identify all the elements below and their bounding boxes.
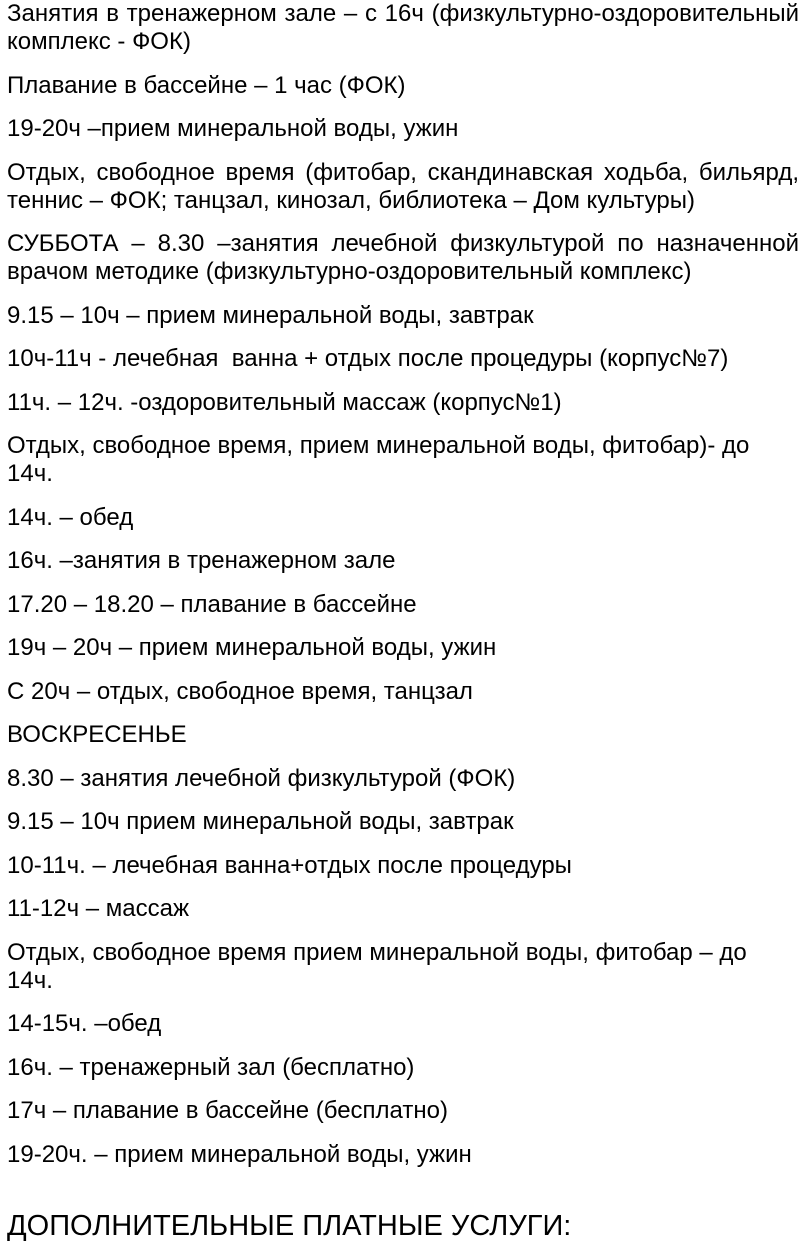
text-line: Отдых, свободное время, прием минеральной воды, фитобар)- до 14ч. bbox=[7, 432, 750, 487]
text-line: С 20ч – отдых, свободное время, танцзал bbox=[7, 677, 473, 705]
schedule-paragraph bbox=[7, 504, 799, 532]
schedule-paragraph bbox=[7, 432, 799, 488]
schedule-paragraph bbox=[7, 808, 799, 836]
text-line: 19ч – 20ч – прием минеральной воды, ужин bbox=[7, 634, 497, 661]
text-line: 19-20ч. – прием минеральной воды, ужин bbox=[7, 1140, 472, 1168]
text-line: 17ч – плавание в бассейне (бесплатно) bbox=[7, 1097, 448, 1124]
text-line: Отдых, свободное время прием минеральной воды, фитобар – до 14ч. bbox=[7, 938, 747, 994]
schedule-paragraph bbox=[7, 852, 799, 880]
text-line: комплекс - ФОК) bbox=[7, 28, 191, 55]
text-line: 10ч-11ч - лечебная ванна + отдых после процедуры (корпус№7) bbox=[7, 345, 729, 372]
text-line: 16ч. –занятия в тренажерном зале bbox=[7, 547, 396, 574]
text-line: 9.15 – 10ч прием минеральной воды, завтрак bbox=[7, 808, 514, 835]
text-line: СУББОТА – 8.30 –занятия лечебной физкультурой по назначенной bbox=[7, 230, 799, 257]
schedule-paragraph bbox=[7, 765, 799, 793]
schedule-paragraph bbox=[7, 634, 799, 662]
schedule-paragraph bbox=[7, 345, 799, 373]
schedule-paragraph bbox=[7, 389, 799, 417]
schedule-paragraph bbox=[7, 115, 799, 143]
day-heading-paragraph bbox=[7, 721, 799, 749]
schedule-paragraph bbox=[7, 0, 799, 56]
text-line: 16ч. – тренажерный зал (бесплатно) bbox=[7, 1053, 415, 1081]
schedule-paragraph bbox=[7, 302, 799, 330]
schedule-paragraph bbox=[7, 1141, 799, 1169]
schedule-paragraph bbox=[7, 678, 799, 706]
text-line: 17.20 – 18.20 – плавание в бассейне bbox=[7, 590, 417, 618]
schedule-paragraph bbox=[7, 895, 799, 923]
schedule-paragraph bbox=[7, 1010, 799, 1038]
text-line: 9.15 – 10ч – прием минеральной воды, завтрак bbox=[7, 301, 534, 329]
text-line: 11-12ч – массаж bbox=[7, 895, 190, 922]
text-line: 19-20ч –прием минеральной воды, ужин bbox=[7, 115, 459, 142]
day-heading-paragraph bbox=[7, 230, 799, 286]
text-line: 8.30 – занятия лечебной физкультурой (ФОК) bbox=[7, 764, 516, 792]
schedule-paragraph bbox=[7, 72, 799, 100]
schedule-paragraph bbox=[7, 591, 799, 619]
text-line: теннис – ФОК; танцзал, кинозал, библиотека – Дом культуры) bbox=[7, 186, 695, 214]
text-line: ВОСКРЕСЕНЬЕ bbox=[7, 721, 187, 748]
schedule-paragraph bbox=[7, 939, 799, 995]
text-line: 14-15ч. –обед bbox=[7, 1010, 162, 1037]
section-heading bbox=[7, 1209, 799, 1243]
schedule-paragraph bbox=[7, 1097, 799, 1125]
text-line: Плавание в бассейне – 1 час (ФОК) bbox=[7, 71, 406, 99]
text-line: 10-11ч. – лечебная ванна+отдых после процедуры bbox=[7, 851, 572, 879]
text-line: Отдых, свободное время (фитобар, скандинавская ходьба, бильярд, bbox=[7, 158, 799, 186]
text-line: ДОПОЛНИТЕЛЬНЫЕ ПЛАТНЫЕ УСЛУГИ: bbox=[7, 1209, 572, 1242]
text-line: 11ч. – 12ч. -оздоровительный массаж (корпус№1) bbox=[7, 388, 562, 416]
schedule-paragraph bbox=[7, 1054, 799, 1082]
text-line: врачом методике (физкультурно-оздоровительный комплекс) bbox=[7, 258, 692, 285]
schedule-paragraph bbox=[7, 547, 799, 575]
text-line: 14ч. – обед bbox=[7, 503, 134, 531]
schedule-paragraph bbox=[7, 159, 799, 215]
text-line: Занятия в тренажерном зале – с 16ч (физкультурно-оздоровительный bbox=[7, 0, 799, 27]
